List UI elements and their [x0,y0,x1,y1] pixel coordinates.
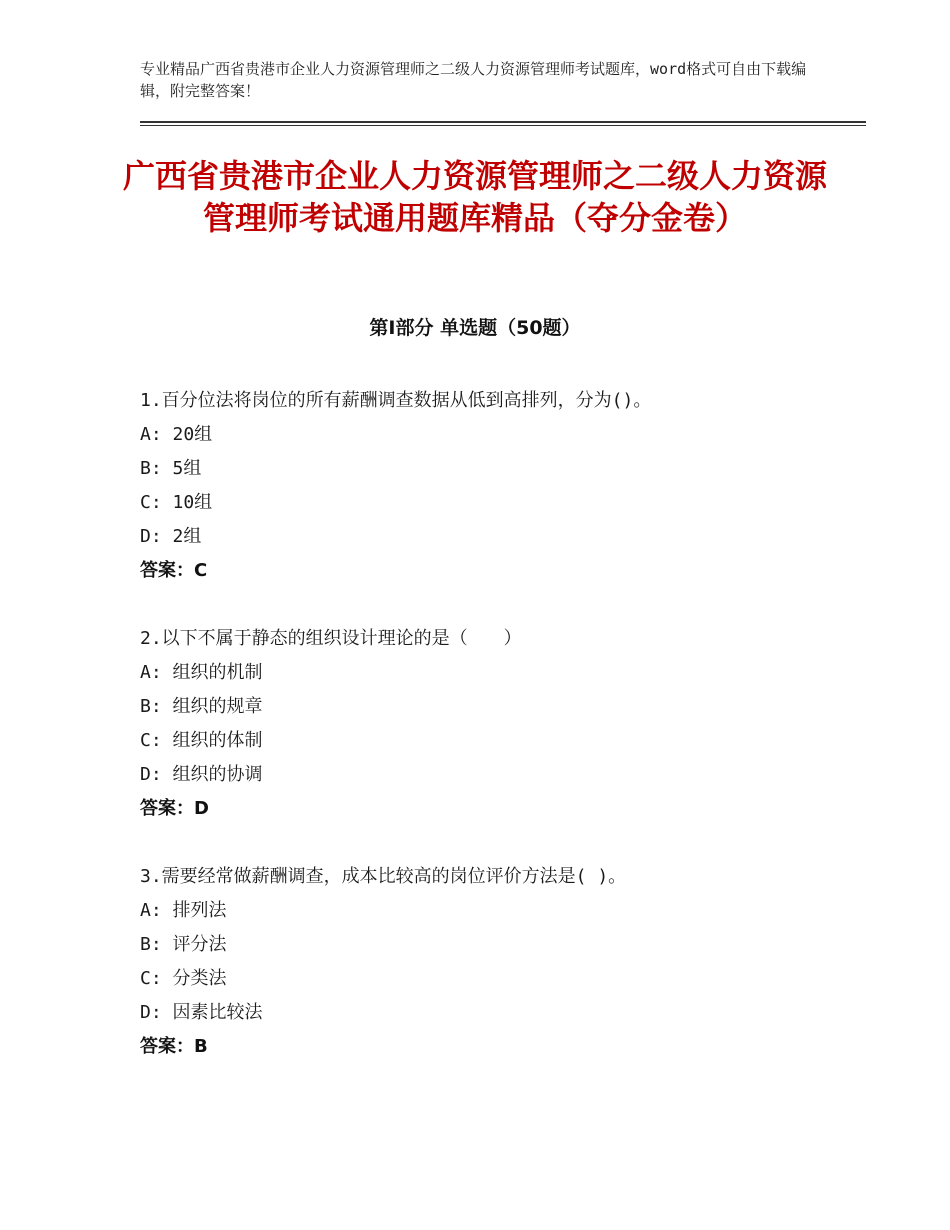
option-c: C: 10组 [140,492,213,513]
document-title: 广西省贵港市企业人力资源管理师之二级人力资源管理师考试通用题库精品（夺分金卷） [122,157,827,237]
option-a: A: 组织的机制 [140,662,263,683]
option-b: B: 5组 [140,458,202,479]
option-c: C: 分类法 [140,968,227,989]
header-divider [140,121,866,126]
answer: 答案：D [140,798,209,819]
option-b: B: 组织的规章 [140,696,263,717]
option-b: B: 评分法 [140,934,227,955]
question-2 [140,622,830,826]
section-title: 第Ⅰ部分 单选题（50题） [369,317,581,339]
question-3 [140,860,830,1064]
question-stem: 2.以下不属于静态的组织设计理论的是（ ） [140,628,522,649]
option-a: A: 20组 [140,424,213,445]
question-stem: 1.百分位法将岗位的所有薪酬调查数据从低到高排列，分为()。 [140,390,652,411]
question-1 [140,384,830,588]
header-note: 专业精品广西省贵港市企业人力资源管理师之二级人力资源管理师考试题库，word格式可自由下载编辑，附完整答案！ [140,60,807,100]
question-list [140,384,830,1098]
option-d: D: 组织的协调 [140,764,263,785]
option-d: D: 因素比较法 [140,1002,263,1023]
option-c: C: 组织的体制 [140,730,263,751]
option-d: D: 2组 [140,526,202,547]
option-a: A: 排列法 [140,900,227,921]
answer: 答案：B [140,1036,208,1057]
answer: 答案：C [140,560,208,581]
question-stem: 3.需要经常做薪酬调查，成本比较高的岗位评价方法是( )。 [140,866,627,887]
